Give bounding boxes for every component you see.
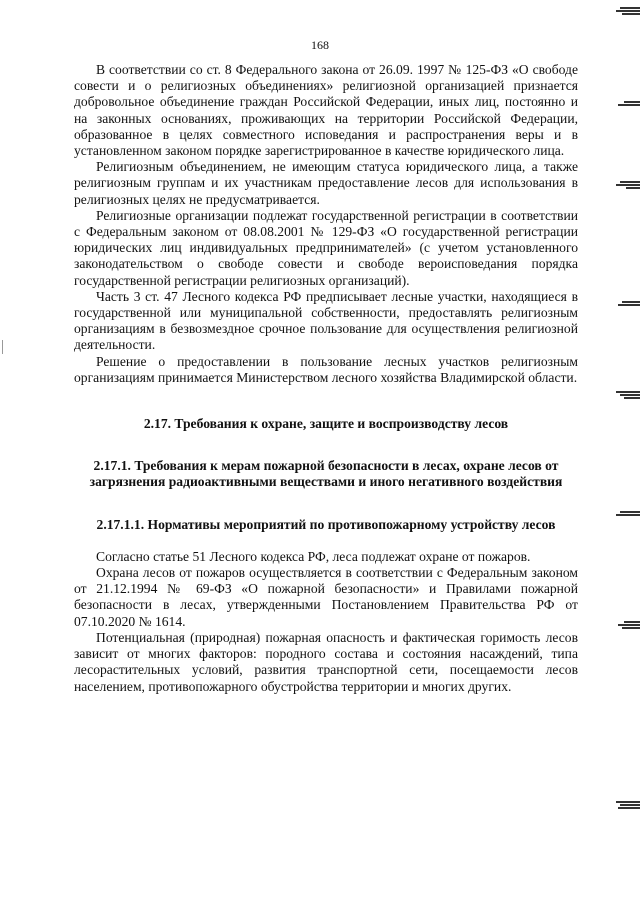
paragraph-fire-danger-factors: Потенциальная (природная) пожарная опасность и фактическая горимость лесов зависит от многих факторов: породного состава и состояния насаждений, типа лесорастительных условий, развития транспортной сети, посещаемости лесов населением, противопожарного обустройства территории и многих других. — [74, 629, 578, 694]
scan-edge-mark — [614, 180, 640, 190]
document-body — [74, 62, 578, 695]
page-number: 168 — [311, 38, 329, 52]
section-heading-2-17: 2.17. Требования к охране, защите и воспроизводству лесов — [143, 416, 509, 432]
scan-edge-mark — [614, 390, 640, 400]
scan-edge-mark — [614, 100, 640, 107]
section-heading-2-17-1-1: 2.17.1.1. Нормативы мероприятий по противопожарному устройству лесов — [96, 516, 556, 532]
paragraph-state-registration: Религиозные организации подлежат государственной регистрации в соответствии с Федеральным законом от 08.08.2001 № 129-ФЗ «О государственной регистрации юридических лиц индивидуальных предпринимателей» (с учетом установленного законодательством о свободе совести и свободе вероисповедания порядка государственной регистрации религиозных организаций). — [74, 207, 578, 288]
paragraph-religious-organization-definition: В соответствии со ст. 8 Федерального закона от 26.09. 1997 № 125-ФЗ «О свободе совести и о религиозных объединениях» религиозной организацией признается добровольное объединение граждан Российской Федерации, иных лиц, постоянно и на законных основаниях, проживающих на территории Российской Федерации, образованное в целях совместного исповедания и распространения веры и в установленном законом порядке зарегистрированное в качестве юридического лица. — [74, 62, 578, 159]
scan-edge-mark — [614, 6, 640, 16]
scan-edge-mark — [614, 620, 640, 630]
section-heading-2-17-1: 2.17.1. Требования к мерам пожарной безопасности в лесах, охране лесов от загрязнения радиоактивными веществами и иного негативного воздействия — [89, 458, 563, 490]
paragraph-religious-association-no-status: Религиозным объединением, не имеющим статуса юридического лица, а также религиозным группам и их участникам предоставление лесов для использования в религиозных целях не предусматривается. — [74, 159, 578, 207]
scan-edge-mark — [614, 800, 640, 810]
paragraph-ministry-decision: Решение о предоставлении в пользование лесных участков религиозным организациям принимается Министерством лесного хозяйства Владимирской области. — [74, 353, 578, 385]
scan-left-mark — [2, 340, 3, 354]
scan-edge-mark — [614, 510, 640, 517]
paragraph-forest-code-article-47: Часть 3 ст. 47 Лесного кодекса РФ предписывает лесные участки, находящиеся в государственной или муниципальной собственности, предоставлять религиозным организациям в безвозмездное срочное пользование для осуществления религиозной деятельности. — [74, 288, 578, 353]
scan-edge-mark — [614, 300, 640, 307]
paragraph-fire-protection-law: Охрана лесов от пожаров осуществляется в соответствии с Федеральным законом от 21.12.1994 № 69-ФЗ «О пожарной безопасности» и Правилами пожарной безопасности в лесах, утвержденными Постановлением Правительства РФ от 07.10.2020 № 1614. — [74, 565, 578, 629]
paragraph-forest-code-article-51: Согласно статье 51 Лесного кодекса РФ, леса подлежат охране от пожаров. — [96, 548, 531, 564]
